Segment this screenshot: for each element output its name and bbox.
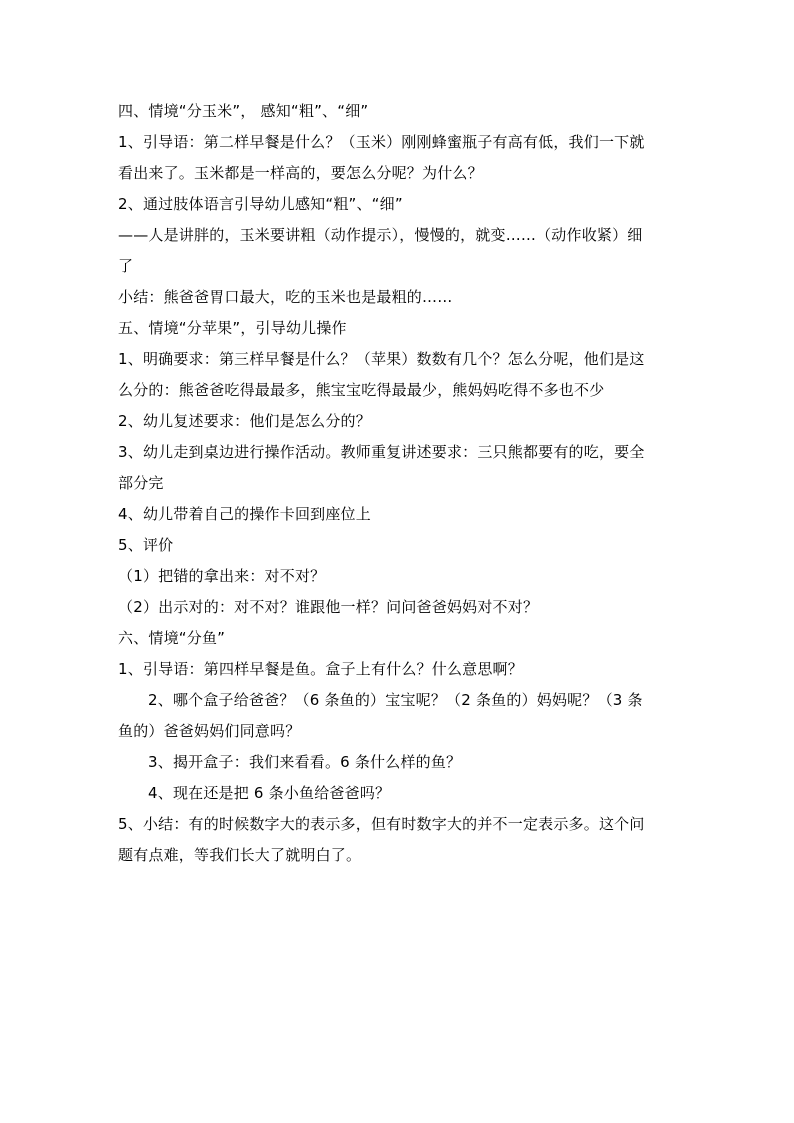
- paragraph-line: ——人是讲胖的，玉米要讲粗（动作提示），慢慢的，就变……（动作收紧）细: [118, 226, 643, 244]
- paragraph-line: 1、引导语：第二样早餐是什么？（玉米）刚刚蜂蜜瓶子有高有低，我们一下就: [118, 133, 645, 151]
- section-heading-apple: 五、情境“分苹果”，引导幼儿操作: [118, 319, 347, 337]
- section-heading-corn: 四、情境“分玉米”， 感知“粗”、“细”: [118, 102, 369, 120]
- paragraph-line: 么分的：熊爸爸吃得最最多，熊宝宝吃得最最少，熊妈妈吃得不多也不少: [118, 381, 605, 399]
- paragraph-line: 1、明确要求：第三样早餐是什么？（苹果）数数有几个？怎么分呢，他们是这: [118, 350, 645, 368]
- paragraph-line: 5、评价: [118, 536, 174, 554]
- paragraph-line: 4、幼儿带着自己的操作卡回到座位上: [118, 505, 371, 523]
- paragraph-line: 4、现在还是把 6 条小鱼给爸爸吗？: [148, 784, 391, 802]
- paragraph-line: 看出来了。玉米都是一样高的，要怎么分呢？为什么？: [118, 164, 483, 182]
- paragraph-line: 3、揭开盒子：我们来看看。6 条什么样的鱼？: [148, 753, 462, 771]
- paragraph-line: （1）把错的拿出来：对不对？: [118, 567, 326, 585]
- paragraph-line: 鱼的）爸爸妈妈们同意吗？: [118, 722, 301, 740]
- paragraph-line: （2）出示对的：对不对？谁跟他一样？问问爸爸妈妈对不对？: [118, 598, 539, 616]
- paragraph-line: 题有点难，等我们长大了就明白了。: [118, 846, 362, 864]
- paragraph-line: 2、哪个盒子给爸爸？（6 条鱼的）宝宝呢？（2 条鱼的）妈妈呢？（3 条: [148, 691, 643, 709]
- paragraph-line: 部分完: [118, 474, 164, 492]
- paragraph-line: 了: [118, 257, 134, 275]
- paragraph-line: 2、幼儿复述要求：他们是怎么分的？: [118, 412, 371, 430]
- document-body: [118, 96, 678, 871]
- paragraph-line: 3、幼儿走到桌边进行操作活动。教师重复讲述要求：三只熊都要有的吃，要全: [118, 443, 645, 461]
- paragraph-line: 1、引导语：第四样早餐是鱼。盒子上有什么？什么意思啊？: [118, 660, 523, 678]
- paragraph-line: 小结：熊爸爸胃口最大，吃的玉米也是最粗的……: [118, 288, 453, 306]
- paragraph-line: 2、通过肢体语言引导幼儿感知“粗”、“细”: [118, 195, 403, 213]
- paragraph-line: 5、小结：有的时候数字大的表示多，但有时数字大的并不一定表示多。这个问: [118, 815, 645, 833]
- section-heading-fish: 六、情境“分鱼”: [118, 629, 226, 647]
